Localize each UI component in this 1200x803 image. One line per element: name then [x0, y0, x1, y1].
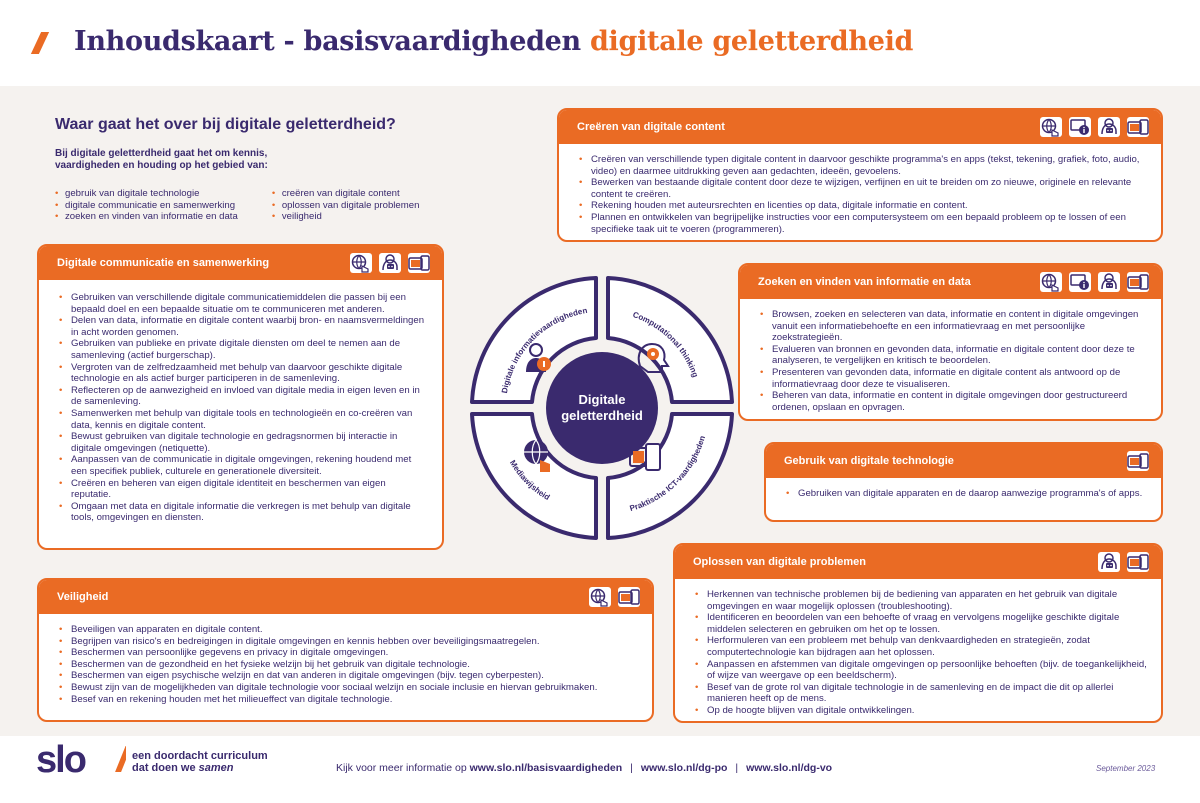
intro-heading: Waar gaat het over bij digitale geletterdheid?	[55, 116, 396, 133]
info-screen-icon	[1069, 272, 1091, 292]
card-icons	[1040, 272, 1149, 292]
list-item: • Rekening houden met auteursrechten en licenties op data, digitale informatie en content.	[579, 200, 1147, 212]
list-item: • Bewust zijn van de mogelijkheden van digitale technologie voor sociaal welzijn en sociale inclusie en hiervan gebruikmaken.	[59, 682, 638, 694]
card-icons	[589, 587, 640, 607]
list-item: • Presenteren van gevonden data, informatie en digitale content als antwoord op de informatievraag door deze te visualiseren.	[760, 367, 1147, 390]
globe-hand-icon	[350, 253, 372, 273]
intro-col-2	[272, 188, 420, 223]
list-item: • Op de hoogte blijven van digitale ontwikkelingen.	[695, 705, 1147, 717]
slash-mark	[31, 32, 49, 54]
card-title: Digitale communicatie en samenwerking	[57, 257, 270, 269]
tagline-line2: dat doen we samen	[132, 762, 234, 774]
card-header	[766, 444, 1161, 478]
intro-columns	[55, 188, 495, 223]
devices-icon	[1127, 552, 1149, 572]
card-header	[675, 545, 1161, 579]
card-icons	[1127, 451, 1149, 471]
list-item: • Omgaan met data en digitale informatie die verkregen is met behulp van digitale tools, omgevingen en diensten.	[59, 501, 428, 524]
list-item: • Beschermen van eigen psychische welzijn en dat van anderen in digitale omgevingen (bijv. tegen cyberpesten).	[59, 670, 638, 682]
card-list	[559, 144, 1161, 242]
wheel-label-tr: Computational thinking	[631, 310, 700, 379]
list-item: • Begrijpen van risico's en bedreigingen in digitale omgevingen en kennis hebben over beveiligingsmaatregelen.	[59, 636, 638, 648]
list-item: • Creëren van verschillende typen digitale content in daarvoor geschikte programma's en apps (tekst, tekening, grafiek, foto, audio, video) en daarmee uitdrukking geven aan gedachten, ideeën, gevoelens.	[579, 154, 1147, 177]
link-basisvaardigheden[interactable]: www.slo.nl/basisvaardigheden	[469, 762, 623, 774]
list-item: • Besef van en rekening houden met het milieueffect van digitale technologie.	[59, 694, 638, 706]
list-item: • Bewust gebruiken van digitale technologie en gedragsnormen bij interactie in digitale omgevingen (netiquette).	[59, 431, 428, 454]
slo-logo	[36, 740, 126, 780]
card-list	[675, 579, 1161, 723]
info-screen-icon	[1069, 117, 1091, 137]
list-item: • gebruik van digitale technologie	[55, 188, 238, 200]
page-title: Inhoudskaart - basisvaardigheden digitale geletterdheid	[74, 26, 914, 57]
card-zoeken	[738, 263, 1163, 421]
card-veiligheid	[37, 578, 654, 722]
card-icons	[1040, 117, 1149, 137]
card-list	[740, 299, 1161, 421]
intro-lead: Bij digitale geletterdheid gaat het om kennis, vaardigheden en houding op het gebied van:	[55, 148, 268, 171]
wheel-center-line2: geletterdheid	[561, 408, 643, 423]
card-list	[39, 614, 652, 713]
globe-hand-icon	[589, 587, 611, 607]
list-item: • Aanpassen en afstemmen van digitale omgevingen op persoonlijke behoeften (bijv. de toegankelijkheid, of wijze van weergave op een beeldscherm).	[695, 659, 1147, 682]
card-title: Gebruik van digitale technologie	[784, 455, 954, 467]
page-header	[0, 0, 1200, 86]
intro-section	[55, 116, 495, 223]
devices-icon	[630, 444, 660, 470]
list-item: • zoeken en vinden van informatie en data	[55, 211, 238, 223]
card-oplossen	[673, 543, 1163, 723]
publication-date: September 2023	[1096, 764, 1156, 773]
tagline-line1: een doordacht curriculum	[132, 750, 268, 762]
devices-icon	[1127, 117, 1149, 137]
list-item: • Herformuleren van een probleem met behulp van denkvaardigheden en strategieën, zodat computertechnologie kan bijdragen aan het oplossen.	[695, 635, 1147, 658]
list-item: • Gebruiken van verschillende digitale communicatiemiddelen die passen bij een bepaald doel en een bepaalde situatie om te communiceren met anderen.	[59, 292, 428, 315]
list-item: • digitale communicatie en samenwerking	[55, 200, 238, 212]
devices-icon	[1127, 272, 1149, 292]
globe-hand-icon	[1040, 117, 1062, 137]
page-title-accent: digitale geletterdheid	[589, 26, 914, 57]
list-item: • Bewerken van bestaande digitale content door deze te wijzigen, verfijnen en uit te breiden om zo nieuwe, originele en relevante content te creëren.	[579, 177, 1147, 200]
list-item: • Beschermen van de gezondheid en het fysieke welzijn bij het gebruik van digitale technologie.	[59, 659, 638, 671]
more-info: Kijk voor meer informatie op www.slo.nl/basisvaardigheden | www.slo.nl/dg-po | www.slo.nl/dg-vo	[336, 762, 833, 774]
list-item: • Besef van de grote rol van digitale technologie in de samenleving en de impact die dit op allerlei manieren heeft op de mens.	[695, 682, 1147, 705]
card-header	[559, 110, 1161, 144]
link-dg-po[interactable]: www.slo.nl/dg-po	[640, 762, 728, 774]
card-communicatie	[37, 244, 444, 550]
intro-col-1	[55, 188, 238, 223]
robot-head-icon	[1098, 272, 1120, 292]
globe-hand-icon	[1040, 272, 1062, 292]
devices-icon	[618, 587, 640, 607]
tagline	[132, 750, 268, 774]
list-item: • Gebruiken van publieke en private digitale diensten om deel te nemen aan de samenleving (actief burgerschap).	[59, 338, 428, 361]
card-icons	[350, 253, 430, 273]
list-item: • creëren van digitale content	[272, 188, 420, 200]
wheel-label-tl: Digitale informatievaardigheden	[499, 305, 589, 395]
list-item: • Plannen en ontwikkelen van begrijpelijke instructies voor een computersysteem om een bepaald probleem op te lossen of een specifieke taak uit te voeren (programmeren).	[579, 212, 1147, 235]
competence-wheel	[466, 272, 738, 544]
card-header	[39, 246, 442, 280]
list-item: • Reflecteren op de aanwezigheid en invloed van digitale media in eigen leven en in de samenleving.	[59, 385, 428, 408]
list-item: • Vergroten van de zelfredzaamheid met behulp van daarvoor geschikte digitale technologie en als actief burger participeren in de samenleving.	[59, 362, 428, 385]
card-list	[39, 280, 442, 532]
list-item: • Creëren en beheren van eigen digitale identiteit en beschermen van eigen reputatie.	[59, 478, 428, 501]
list-item: • Browsen, zoeken en selecteren van data, informatie en content in digitale omgevingen vanuit een informatiebehoefte en een informatievraag en met persoonlijke zoekstrategieën.	[760, 309, 1147, 344]
list-item: • Beheren van data, informatie en content in digitale omgevingen door gestructureerd ordenen, opslaan en opvragen.	[760, 390, 1147, 413]
list-item: • veiligheid	[272, 211, 420, 223]
list-item: • Aanpassen van de communicatie in digitale omgevingen, rekening houdend met een specifiek publiek, culturele en generationele diversiteit.	[59, 454, 428, 477]
robot-head-icon	[379, 253, 401, 273]
list-item: • Beschermen van persoonlijke gegevens en privacy in digitale omgevingen.	[59, 647, 638, 659]
wheel-label-br: Praktische ICT-vaardigheden	[628, 434, 708, 514]
card-header	[740, 265, 1161, 299]
card-title: Veiligheid	[57, 591, 109, 603]
card-title: Zoeken en vinden van informatie en data	[758, 276, 971, 288]
devices-icon	[408, 253, 430, 273]
wheel-label-bl: Mediawijsheid	[507, 458, 552, 503]
robot-head-icon	[1098, 552, 1120, 572]
list-item: • Identificeren en beoordelen van een behoefte of vraag en vervolgens mogelijke geschikte digitale middelen selecteren en gebruiken om het op te lossen.	[695, 612, 1147, 635]
list-item: • Gebruiken van digitale apparaten en de daarop aanwezige programma's of apps.	[786, 488, 1147, 500]
list-item: • Delen van data, informatie en digitale content waarbij bron- en naamsvermeldingen in acht worden genomen.	[59, 315, 428, 338]
card-list	[766, 478, 1161, 508]
robot-head-icon	[1098, 117, 1120, 137]
list-item: • Evalueren van bronnen en gevonden data, informatie en digitale content door deze te analyseren, te vergelijken en kritisch te beoordelen.	[760, 344, 1147, 367]
list-item: • Samenwerken met behulp van digitale tools en technologieën en co-creëren van data, kennis en digitale content.	[59, 408, 428, 431]
devices-icon	[1127, 451, 1149, 471]
card-icons	[1098, 552, 1149, 572]
list-item: • oplossen van digitale problemen	[272, 200, 420, 212]
card-title: Creëren van digitale content	[577, 121, 725, 133]
card-creeren	[557, 108, 1163, 242]
wheel-center-line1: Digitale	[578, 392, 626, 407]
link-dg-vo[interactable]: www.slo.nl/dg-vo	[746, 762, 833, 774]
list-item: • Beveiligen van apparaten en digitale content.	[59, 624, 638, 636]
card-gebruik	[764, 442, 1163, 522]
card-title: Oplossen van digitale problemen	[693, 556, 866, 568]
slo-logo-text: slo	[36, 740, 85, 780]
card-header	[39, 580, 652, 614]
list-item: • Herkennen van technische problemen bij de bediening van apparaten en het gebruik van digitale omgevingen en waar mogelijk oplossen (troubleshooting).	[695, 589, 1147, 612]
